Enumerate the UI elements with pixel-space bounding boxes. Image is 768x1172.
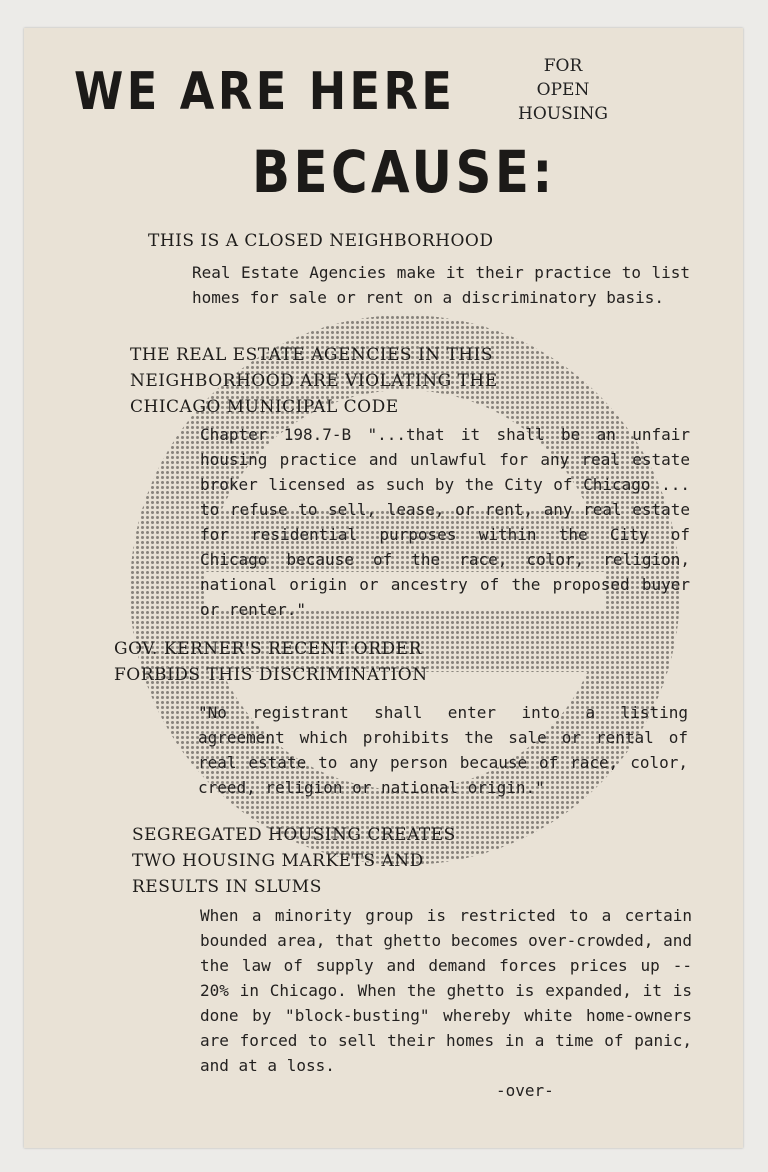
- tag-line: FOR: [543, 56, 583, 76]
- heading-line: TWO HOUSING MARKETS AND: [132, 851, 424, 871]
- section-4-heading: [132, 822, 456, 900]
- headline-line-2: BECAUSE:: [252, 138, 556, 206]
- heading-line: RESULTS IN SLUMS: [132, 877, 322, 897]
- section-4-body: When a minority group is restricted to a certain bounded area, that ghetto becomes over-crowded, and the law of supply and demand forces prices up -- 20% in Chicago. When the ghetto is expanded, it is done by "block-busting" whereby white home-owners are forced to sell their homes in a time of panic, and at a loss.: [200, 906, 692, 1075]
- section-2-heading: [130, 342, 498, 420]
- section-1-heading: [148, 228, 493, 254]
- tag-line: HOUSING: [518, 104, 608, 124]
- open-housing-tag: [508, 54, 618, 126]
- heading-line: FORBIDS THIS DISCRIMINATION: [114, 665, 428, 685]
- section-1-body: Real Estate Agencies make it their practice to list homes for sale or rent on a discriminatory basis.: [192, 263, 690, 307]
- section-3-body: "No registrant shall enter into a listing agreement which prohibits the sale or rental of real estate to any person because of race, color, creed, religion or national origin.": [198, 703, 688, 797]
- continuation-mark: -over-: [496, 1081, 554, 1100]
- section-3-heading: [114, 636, 428, 688]
- heading-line: CHICAGO MUNICIPAL CODE: [130, 397, 399, 417]
- tag-line: OPEN: [536, 80, 590, 100]
- heading-line: SEGREGATED HOUSING CREATES: [132, 825, 456, 845]
- section-2-body: Chapter 198.7-B "...that it shall be an unfair housing practice and unlawful for any real estate broker licensed as such by the City of Chicago ... to refuse to sell, lease, or rent, any real estate for residential purposes within the City of Chicago because of the race, color, religion, national origin or ancestry of the proposed buyer or renter.": [200, 425, 690, 619]
- heading-line: THE REAL ESTATE AGENCIES IN THIS: [130, 345, 493, 365]
- heading-line: NEIGHBORHOOD ARE VIOLATING THE: [130, 371, 498, 391]
- heading-line: GOV. KERNER'S RECENT ORDER: [114, 639, 422, 659]
- heading-line: THIS IS A CLOSED NEIGHBORHOOD: [148, 231, 494, 251]
- headline-line-1: WE ARE HERE: [74, 62, 456, 122]
